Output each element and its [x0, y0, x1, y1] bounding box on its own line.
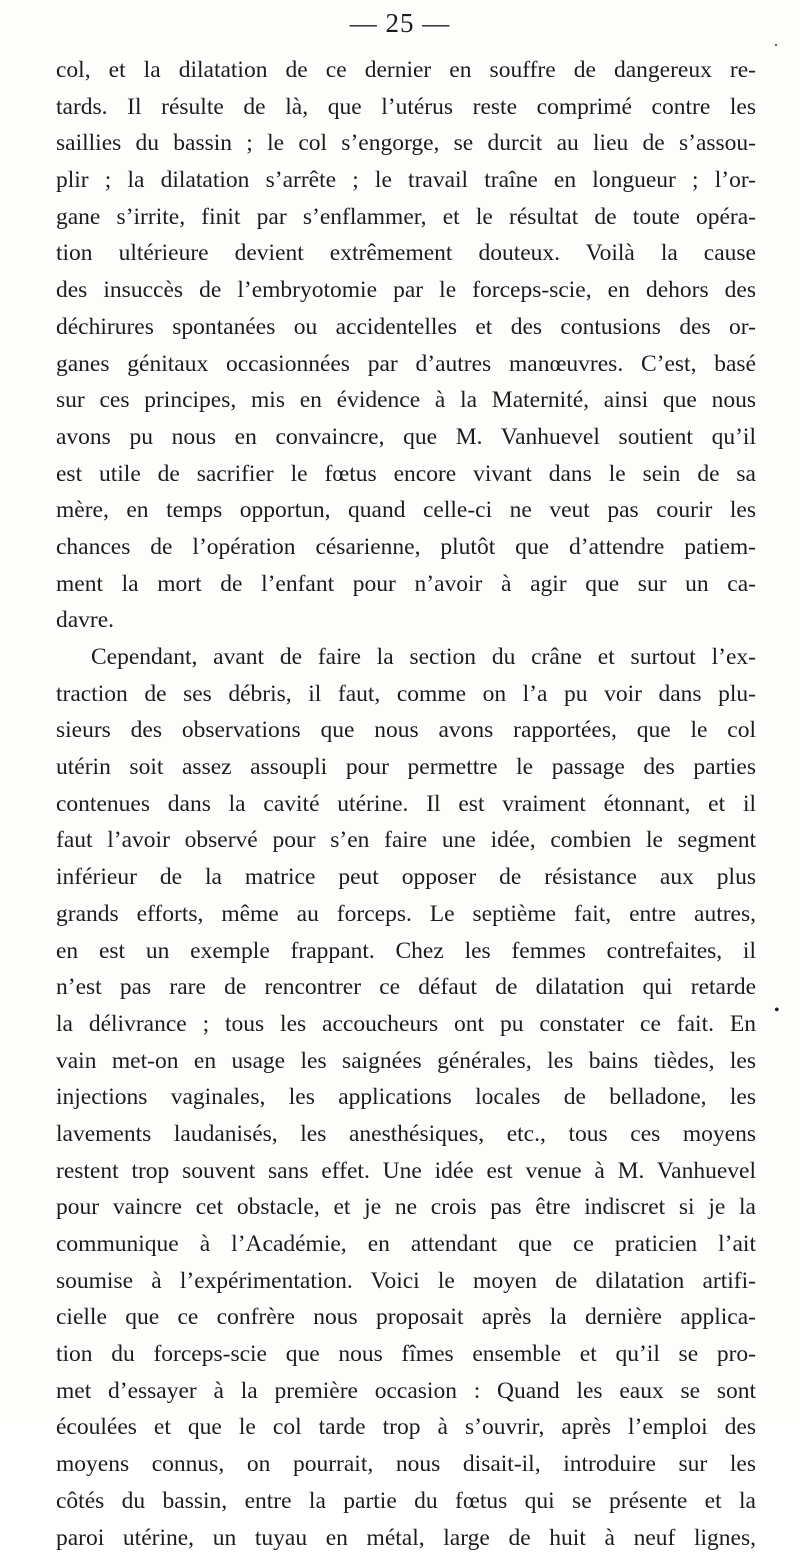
text-line: injections vaginales, les applications locales de belladone, les [56, 1079, 756, 1116]
text-line: vain met-on en usage les saignées générales, les bains tièdes, les [56, 1043, 756, 1080]
text-line: ment la mort de l’enfant pour n’avoir à agir que sur un ca- [56, 566, 756, 603]
text-line: tards. Il résulte de là, que l’utérus reste comprimé contre les [56, 89, 756, 126]
text-line: lavements laudanisés, les anesthésiques, etc., tous ces moyens [56, 1116, 756, 1153]
text-line: en est un exemple frappant. Chez les femmes contrefaites, il [56, 933, 756, 970]
text-line: avons pu nous en convaincre, que M. Vanhuevel soutient qu’il [56, 419, 756, 456]
text-line: utérin soit assez assoupli pour permettre le passage des parties [56, 749, 756, 786]
text-line: des insuccès de l’embryotomie par le forceps-scie, en dehors des [56, 272, 756, 309]
text-line: cielle que ce confrère nous proposait après la dernière applica- [56, 1299, 756, 1336]
text-line: sieurs des observations que nous avons rapportées, que le col [56, 712, 756, 749]
text-line: moyens connus, on pourrait, nous disait-il, introduire sur les [56, 1446, 756, 1483]
text-line: plir ; la dilatation s’arrête ; le travail traîne en longueur ; l’or- [56, 162, 756, 199]
text-line: gane s’irrite, finit par s’enflammer, et le résultat de toute opéra- [56, 199, 756, 236]
text-line: écoulées et que le col tarde trop à s’ouvrir, après l’emploi des [56, 1409, 756, 1446]
text-line: communique à l’Académie, en attendant que ce praticien l’ait [56, 1226, 756, 1263]
text-line: tion ultérieure devient extrêmement douteux. Voilà la cause [56, 235, 756, 272]
text-line: pour vaincre cet obstacle, et je ne crois pas être indiscret si je la [56, 1189, 756, 1226]
text-line: grands efforts, même au forceps. Le septième fait, entre autres, [56, 896, 756, 933]
text-line: sur ces principes, mis en évidence à la Maternité, ainsi que nous [56, 382, 756, 419]
text-line: met d’essayer à la première occasion : Quand les eaux se sont [56, 1373, 756, 1410]
margin-dot: • [774, 1003, 780, 1019]
text-line: contenues dans la cavité utérine. Il est vraiment étonnant, et il [56, 786, 756, 823]
text-line: soumise à l’expérimentation. Voici le moyen de dilatation artifi- [56, 1263, 756, 1300]
text-line: saillies du bassin ; le col s’engorge, se durcit au lieu de s’assou- [56, 125, 756, 162]
text-line: mère, en temps opportun, quand celle-ci ne veut pas courir les [56, 492, 756, 529]
text-line: davre. [56, 602, 756, 639]
text-line: ganes génitaux occasionnées par d’autres manœuvres. C’est, basé [56, 346, 756, 383]
text-line: paroi utérine, un tuyau en métal, large de huit à neuf lignes, [56, 1520, 756, 1556]
margin-dot: . [774, 34, 778, 50]
text-line: déchirures spontanées ou accidentelles et des contusions des or- [56, 309, 756, 346]
text-line: col, et la dilatation de ce dernier en souffre de dangereux re- [56, 52, 756, 89]
text-line: n’est pas rare de rencontrer ce défaut de dilatation qui retarde [56, 969, 756, 1006]
text-line: est utile de sacrifier le fœtus encore vivant dans le sein de sa [56, 456, 756, 493]
text-line: tion du forceps-scie que nous fîmes ensemble et qu’il se pro- [56, 1336, 756, 1373]
text-line: restent trop souvent sans effet. Une idée est venue à M. Vanhuevel [56, 1153, 756, 1190]
page-number: — 25 — [0, 6, 800, 40]
text-line: faut l’avoir observé pour s’en faire une idée, combien le segment [56, 822, 756, 859]
text-line: traction de ses débris, il faut, comme on l’a pu voir dans plu- [56, 676, 756, 713]
text-line: Cependant, avant de faire la section du crâne et surtout l’ex- [56, 639, 756, 676]
text-line: la délivrance ; tous les accoucheurs ont pu constater ce fait. En [56, 1006, 756, 1043]
text-line: côtés du bassin, entre la partie du fœtus qui se présente et la [56, 1483, 756, 1520]
body-text [56, 52, 756, 1556]
text-line: inférieur de la matrice peut opposer de résistance aux plus [56, 859, 756, 896]
text-line: chances de l’opération césarienne, plutôt que d’attendre patiem- [56, 529, 756, 566]
